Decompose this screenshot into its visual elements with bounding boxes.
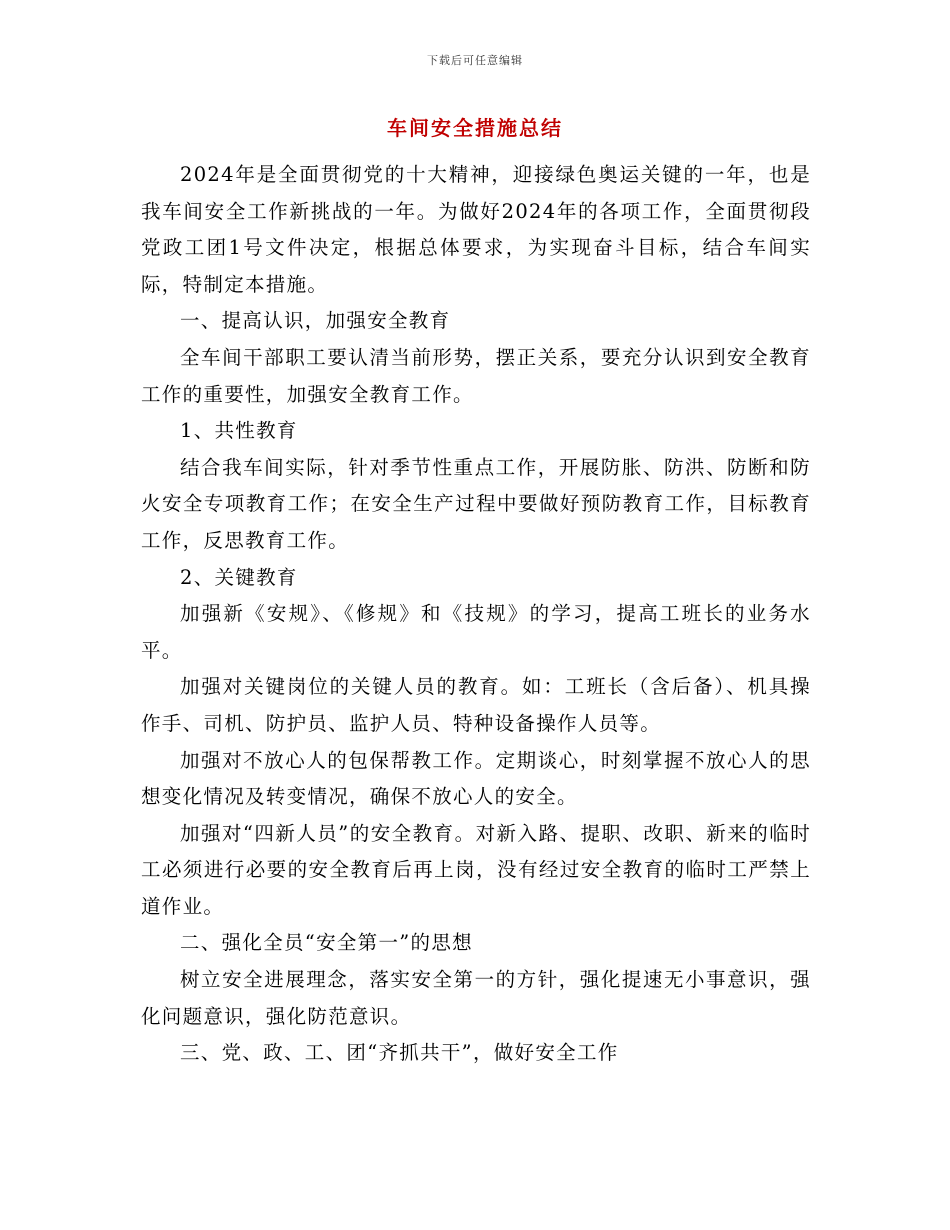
subsection-heading-1: 1、共性教育 — [180, 419, 298, 443]
section-heading-3: 三、党、政、工、团“齐抓共干”，做好安全工作 — [180, 1041, 619, 1065]
paragraph: 加强对“四新人员”的安全教育。对新入路、提职、改职、新来的临时工必须进行必要的安全教育后再上岗，没有经过安全教育的临时工严禁上道作业。 — [141, 821, 811, 918]
document-title: 车间安全措施总结 — [387, 116, 563, 140]
paragraph-intro: 2024年是全面贯彻党的十大精神，迎接绿色奥运关键的一年，也是我车间安全工作新挑战的一年。为做好2024年的各项工作，全面贯彻段党政工团1号文件决定，根据总体要求，为实现奋斗目标，结合车间实际，特制定本措施。 — [141, 163, 811, 296]
section-heading-2: 二、强化全员“安全第一”的思想 — [180, 931, 473, 955]
paragraph: 全车间干部职工要认清当前形势，摆正关系，要充分认识到安全教育工作的重要性，加强安全教育工作。 — [141, 345, 811, 406]
header-note: 下载后可任意编辑 — [427, 54, 523, 67]
paragraph: 树立安全进展理念，落实安全第一的方针，强化提速无小事意识，强化问题意识，强化防范意识。 — [141, 968, 811, 1028]
paragraph: 加强对不放心人的包保帮教工作。定期谈心，时刻掌握不放心人的思想变化情况及转变情况，确保不放心人的安全。 — [141, 748, 811, 809]
paragraph: 结合我车间实际，针对季节性重点工作，开展防胀、防洪、防断和防火安全专项教育工作；在安全生产过程中要做好预防教育工作，目标教育工作，反思教育工作。 — [141, 455, 811, 552]
section-heading-1: 一、提高认识，加强安全教育 — [180, 309, 451, 333]
paragraph: 加强对关键岗位的关键人员的教育。如：工班长（含后备）、机具操作手、司机、防护员、监护人员、特种设备操作人员等。 — [141, 675, 811, 735]
paragraph: 加强新《安规》、《修规》和《技规》的学习，提高工班长的业务水平。 — [141, 602, 811, 662]
document-body — [141, 157, 811, 1072]
subsection-heading-2: 2、关键教育 — [180, 565, 298, 589]
